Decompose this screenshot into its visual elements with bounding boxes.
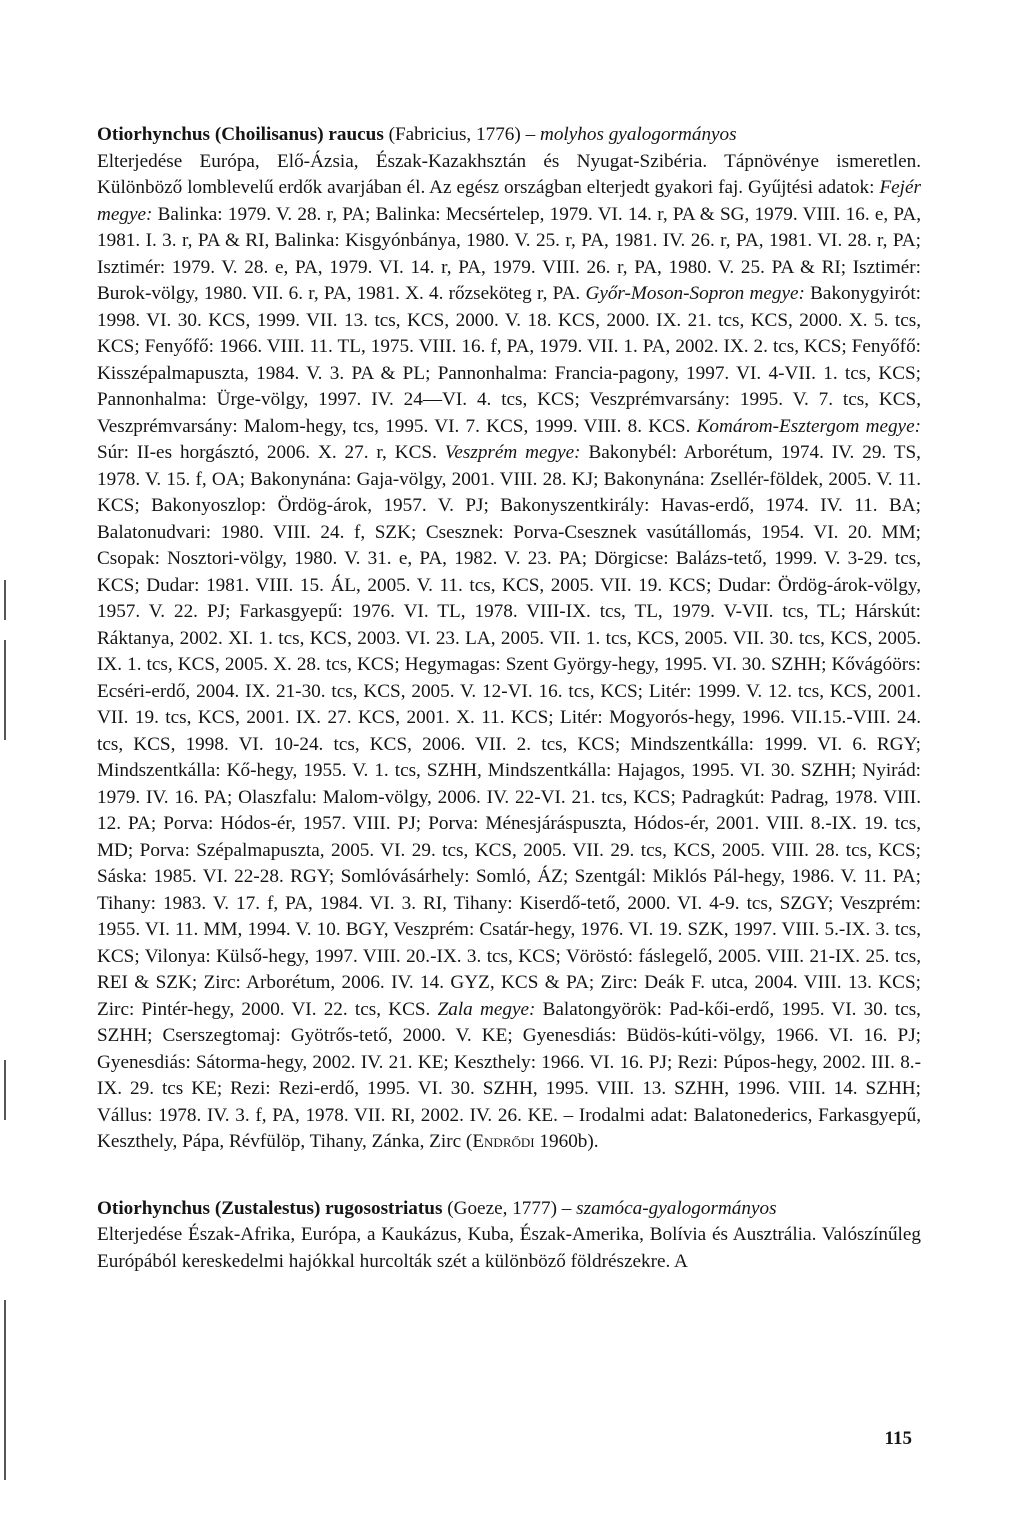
locality-records: Bakonybél: Arborétum, 1974. IV. 29. TS, 1978. V. 15. f, OA; Bakonynána: Gaja-völgy, 2001. VIII. 28. KJ; Bakonynána: Zsellér-földek, 2005. V. 11. KCS; Bakonyoszlop: Ördög-árok, 1957. V. PJ; Bakonyszentkirály: Havas-erdő, 1974. IV. 11. BA; Balatonudvari: 1980. VIII. 24. f, SZK; Csesznek: Porva-Csesznek vasútállomás, 1954. VI. 20. MM; Csopak: Nosztori-völgy, 1980. V. 31. e, PA, 1982. V. 23. PA; Dörgicse: Balázs-tető, 1999. V. 3-29. tcs, KCS; Dudar: 1981. VIII. 15. ÁL, 2005. V. 11. tcs, KCS, 2005. VII. 19. KCS; Dudar: Ördög-árok-völgy, 1957. V. 22. PJ; Farkasgyepű: 1976. VI. TL, 1978. VIII-IX. tcs, TL, 1979. V-VII. tcs, TL; Hárskút: Ráktanya, 2002. XI. 1. tcs, KCS, 2003. VI. 23. LA, 2005. VII. 1. tcs, KCS, 2005. VII. 30. tcs, KCS, 2005. IX. 1. tcs, KCS, 2005. X. 28. tcs, KCS; Hegymagas: Szent György-hegy, 1995. VI. 30. SZHH; Kővágóörs: Ecséri-erdő, 2004. IX. 21-30. tcs, KCS, 2005. V. 12-VI. 16. tcs, KCS; Litér: 1999. V. 12. tcs, KCS, 2001. VII. 19. tcs, KCS, 2001. IX. 27. KCS, 2001. X. 11. KCS; Litér: Mogyorós-hegy, 1996. VII.15.-VIII. 24. tcs, KCS, 1998. VI. 10-24. tcs, KCS, 2006. VII. 2. tcs, KCS; Mindszentkálla: 1999. VI. 6. RGY; Mindszentkálla: Kő-hegy, 1955. V. 1. tcs, SZHH, Mindszentkálla: Hajagos, 1995. VI. 30. SZHH; Nyirád: 1979. IV. 16. PA; Olaszfalu: Malom-völgy, 2006. IV. 22-VI. 21. tcs, KCS; Padragkút: Padrag, 1978. VIII. 12. PA; Porva: Hódos-ér, 1957. VIII. PJ; Porva: Ménesjáráspuszta, Hódos-ér, 2001. VIII. 8.-IX. 19. tcs, MD; Porva: Szépalmapuszta, 2005. VI. 29. tcs, KCS, 2005. VII. 29. tcs, KCS, 2005. VIII. 28. tcs, KCS; Sáska: 1985. VI. 22-28. RGY; Somlóvásárhely: Somló, ÁZ; Szentgál: Miklós Pál-hegy, 1986. V. 11. PA; Tihany: 1983. V. 17. f, PA, 1984. VI. 3. RI, Tihany: Kiserdő-tető, 2000. VI. 4-9. tcs, SZGY; Veszprém: 1955. VI. 11. MM, 1994. V. 10. BGY, Veszprém: Csatár-hegy, 1976. VI. 19. SZK, 1997. VIII. 5.-IX. 3. tcs, KCS; Vilonya: Külső-hegy, 1997. VIII. 20.-IX. 3. tcs, KCS; Vöröstó: fáslegelő, 2005. VIII. 21-IX. 25. tcs, REI & SZK; Zirc: Arborétum, 2006. IV. 14. GYZ, KCS & PA; Zirc: Deák F. utca, 2004. VIII. 13. KCS; Zirc: Pintér-hegy, 2000. VI. 22. tcs, KCS.	[97, 442, 921, 1020]
reference-year: 1960b).	[534, 1131, 599, 1152]
page-number: 115	[884, 1428, 912, 1449]
reference-author: Endrődi	[472, 1131, 535, 1152]
county-name: Veszprém megye:	[444, 442, 581, 463]
locality-records: Bakonygyirót: 1998. VI. 30. KCS, 1999. VII. 13. tcs, KCS, 2000. V. 18. KCS, 2000. IX. 21. tcs, KCS, 2000. X. 5. tcs, KCS; Fenyőfő: 1966. VIII. 11. TL, 1975. VIII. 16. f, PA, 1979. VII. 1. PA, 2002. IX. 2. tcs, KCS; Fenyőfő: Kisszépalmapuszta, 1984. V. 3. PA & PL; Pannonhalma: Francia-pagony, 1997. VI. 4-VII. 1. tcs, KCS; Pannonhalma: Ürge-völgy, 1997. IV. 24—VI. 4. tcs, KCS; Veszprémvarsány: 1995. V. 7. tcs, KCS, Veszprémvarsány: Malom-hegy, tcs, 1995. VI. 7. KCS, 1999. VIII. 8. KCS.	[97, 283, 921, 437]
county-name: Zala megye:	[437, 998, 536, 1020]
entry-body	[97, 149, 921, 1156]
entry-heading	[97, 122, 921, 149]
species-entry-rugosostriatus	[97, 1196, 921, 1276]
distribution-text: Elterjedése Észak-Afrika, Európa, a Kaukázus, Kuba, Észak-Amerika, Bolívia és Ausztrália. Valószínűleg Európából kereskedelmi hajókkal hurcolták szét a különböző földrészekre. A	[97, 1224, 921, 1272]
entry-heading	[97, 1196, 921, 1223]
distribution-text: Elterjedése Európa, Elő-Ázsia, Észak-Kazakhsztán és Nyugat-Szibéria. Tápnövénye ismeretlen. Különböző lomblevelű erdők avarjában él. Az egész országban elterjedt gyakori faj. Gyűjtési adatok:	[97, 150, 921, 198]
taxon-author: (Goeze, 1777) –	[442, 1197, 577, 1219]
county-name: Győr-Moson-Sopron megye:	[585, 283, 805, 304]
taxon-name: Otiorhynchus (Choilisanus) raucus	[97, 124, 384, 145]
locality-records: Balatongyörök: Pad-kői-erdő, 1995. VI. 30. tcs, SZHH; Cserszegtomaj: Gyötrős-tető, 2000. V. KE; Gyenesdiás: Büdös-kúti-völgy, 1966. VI. 16. PJ; Gyenesdiás: Sátorma-hegy, 2002. IV. 21. KE; Keszthely: 1966. VI. 16. PJ; Rezi: Púpos-hegy, 2002. III. 8.-IX. 29. tcs KE; Rezi: Rezi-erdő, 1995. VI. 30. SZHH, 1995. VIII. 13. SZHH, 1996. VIII. 14. SZHH; Vállus: 1978. IV. 3. f, PA, 1978. VII. RI, 2002. IV. 26. KE. – Irodalmi adat: Balatonederics, Farkasgyepű, Keszthely, Pápa, Révfülöp, Tihany, Zánka, Zirc (	[97, 998, 921, 1152]
species-entry-raucus	[97, 122, 921, 1156]
county-name: Fejér megye:	[97, 177, 921, 225]
page-body	[97, 122, 921, 1275]
entry-body	[97, 1222, 921, 1275]
taxon-author: (Fabricius, 1776) –	[383, 124, 540, 145]
locality-records: Balinka: 1979. V. 28. r, PA; Balinka: Mecsértelep, 1979. VI. 14. r, PA & SG, 1979. VIII. 16. e, PA, 1981. I. 3. r, PA & RI, Balinka: Kisgyónbánya, 1980. V. 25. r, PA, 1981. IV. 26. r, PA, 1981. VI. 28. r, PA; Isztimér: 1979. V. 28. e, PA, 1979. VI. 14. r, PA, 1979. VIII. 26. r, PA, 1980. V. 25. PA & RI; Isztimér: Burok-völgy, 1980. VII. 6. r, PA, 1981. X. 4. rőzseköteg r, PA.	[97, 203, 921, 304]
scan-edge-marks	[0, 0, 14, 1515]
common-name: szamóca-gyalogormányos	[576, 1197, 777, 1219]
common-name: molyhos gyalogormányos	[539, 124, 737, 145]
locality-records: Súr: II-es horgásztó, 2006. X. 27. r, KCS.	[97, 442, 445, 463]
county-name: Komárom-Esztergom megye:	[696, 415, 921, 437]
taxon-name: Otiorhynchus (Zustalestus) rugosostriatus	[97, 1197, 443, 1219]
